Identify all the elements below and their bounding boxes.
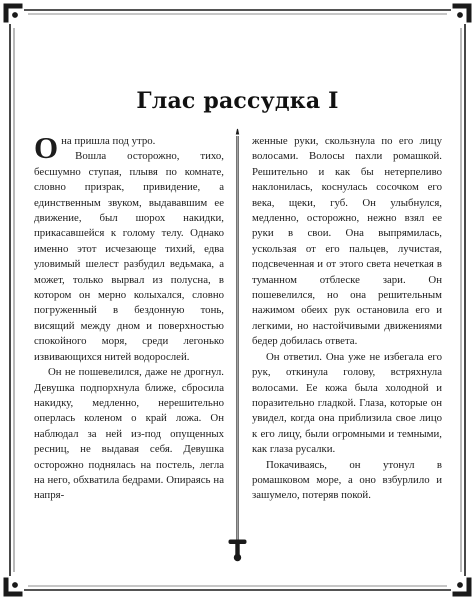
corner-ornament-bottom-left (4, 578, 22, 596)
paragraph: Он ответил. Она уже не избегала его рук, откинула голову, встряхнула волосами. Ее кожа была холодной и поразительно гладкой. Глаза, которые он увидел, когда она приблизила свое лицо к его лицу, были огромными и темными, как глаза русалки. (252, 350, 442, 456)
drop-cap: О (34, 130, 59, 165)
page-title: Глас рассудка I (136, 88, 339, 114)
corner-ornament-bottom-right (453, 578, 471, 596)
corner-ornament-top-right (453, 4, 471, 22)
text-column-left (34, 130, 224, 504)
paragraph: Покачиваясь, он утонул в ромашковом море, а оно взбурлило и зашумело, потеряв покой. (252, 458, 442, 502)
paragraph: Он не пошевелился, даже не дрогнул. Девушка подпорхнула ближе, сбросила накидку, медленно, нерешительно оперлась коленом о край ложа. Он наблюдал за ней из-под опущенных ресниц, не выдавая себя. Девушка осторожно поднялась на постель, легла на него, обхватила бедрами. Опираясь на напря- (34, 366, 224, 502)
corner-ornament-top-left (4, 4, 22, 22)
paragraph: женные руки, скользнула по его лицу волосами. Волосы пахли ромашкой. Решительно и как бы нетерпеливо наклонилась, коснулась сосочком его века, щеки, губ. Он улыбнулся, медленно, осторожно, нежно взял ее руки в свои. Она выпрямилась, ускользая от его пальцев, лучистая, подсвеченная и от этого света нечеткая в туманном отблеске зари. Он пошевелился, но она решительным нажимом обеих рук остановила его и легкими, но настойчивыми движениями бедер добилась ответа. (252, 135, 442, 348)
paragraph: Вошла осторожно, тихо, бесшумно ступая, плывя по комнате, словно призрак, привидение, а единственным звуком, выдававшим ее движение, был шорох накидки, прикасавшейся к голому телу. Однако именно этот исчезающе тихий, едва уловимый шелест разбудил ведьмака, а может, только вырвал из полусна, в котором он мерно колыхался, словно погруженный в бездонную тонь, висящий между дном и поверхностью спокойного моря, среди легонько извивающихся нитей водорослей. (34, 150, 224, 363)
paragraph: Она пришла под утро. (34, 130, 156, 165)
sword-divider-icon (229, 129, 246, 561)
text-column-right (252, 134, 442, 504)
